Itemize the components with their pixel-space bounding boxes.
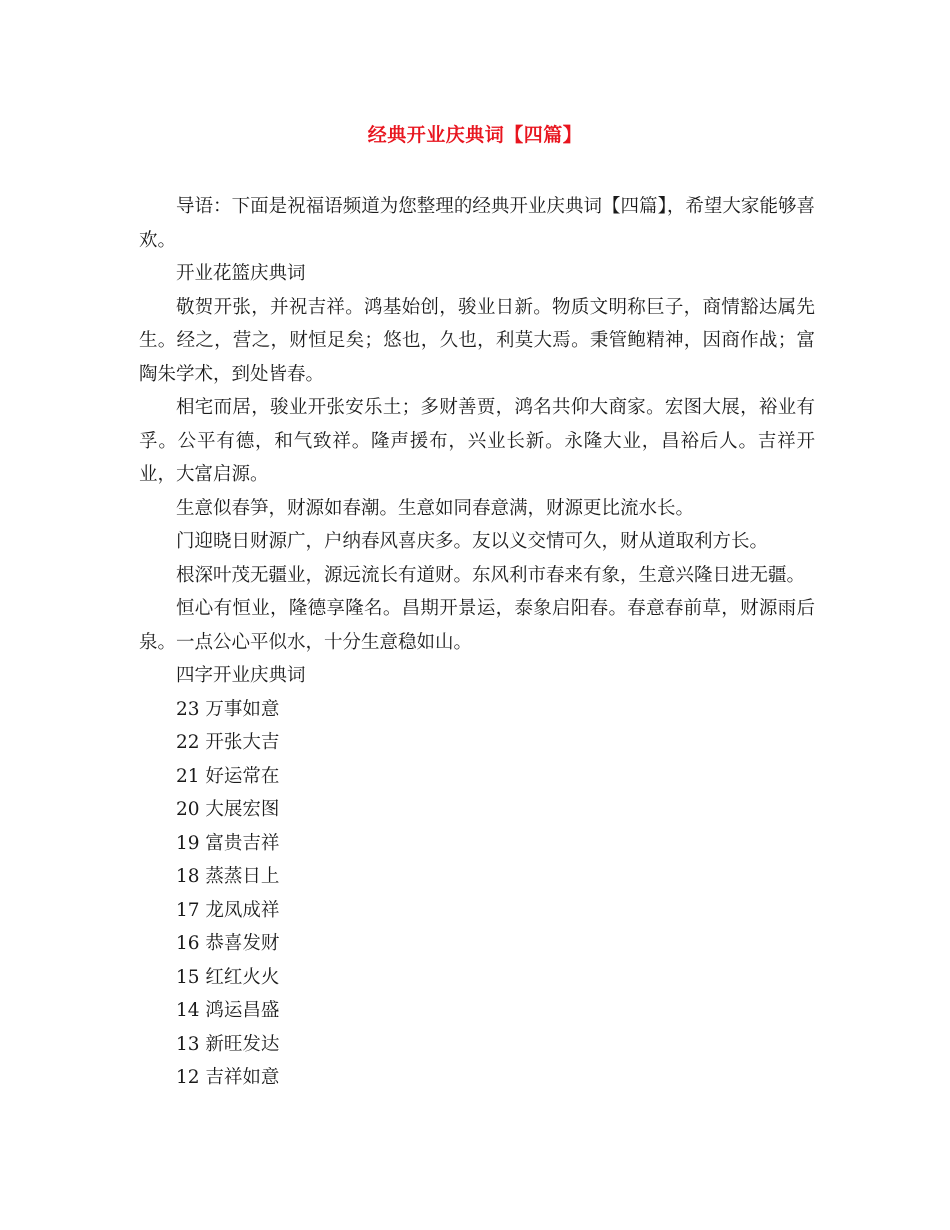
list-item: 21 好运常在 [176, 765, 280, 787]
document-body [139, 190, 815, 1095]
list-item: 19 富贵吉祥 [176, 832, 280, 854]
list-item: 20 大展宏图 [176, 799, 280, 820]
body-paragraph: 门迎晓日财源广，户纳春风喜庆多。友以义交情可久，财从道取利方长。 [176, 531, 769, 552]
body-paragraph: 相宅而居，骏业开张安乐土；多财善贾，鸿名共仰大商家。宏图大展，裕业有孚。公平有德，和气致祥。隆声援布，兴业长新。永隆大业，昌裕后人。吉祥开业，大富启源。 [139, 397, 815, 485]
list-item: 23 万事如意 [176, 698, 280, 720]
section-heading-flower-basket: 开业花篮庆典词 [176, 263, 306, 284]
section-heading-four-character: 四字开业庆典词 [176, 665, 306, 686]
body-paragraph: 恒心有恒业，隆德享隆名。昌期开景运，泰象启阳春。春意春前草，财源雨后泉。一点公心平似水，十分生意稳如山。 [139, 598, 815, 653]
intro-paragraph: 导语：下面是祝福语频道为您整理的经典开业庆典词【四篇】，希望大家能够喜欢。 [139, 196, 815, 251]
list-item: 17 龙凤成祥 [176, 899, 280, 921]
list-item: 14 鸿运昌盛 [176, 1000, 280, 1021]
list-item: 22 开张大吉 [176, 732, 280, 753]
body-paragraph: 根深叶茂无疆业，源远流长有道财。东风利市春来有象，生意兴隆日进无疆。 [176, 564, 806, 586]
document-title: 经典开业庆典词【四篇】 [367, 124, 583, 146]
body-paragraph: 敬贺开张，并祝吉祥。鸿基始创，骏业日新。物质文明称巨子，商情豁达属先生。经之，营之，财恒足矣；悠也，久也，利莫大焉。秉管鲍精神，因商作战；富陶朱学术，到处皆春。 [139, 296, 815, 385]
list-item: 12 吉祥如意 [176, 1067, 280, 1088]
list-item: 15 红红火火 [176, 966, 280, 988]
list-item: 16 恭喜发财 [176, 933, 280, 954]
list-item: 18 蒸蒸日上 [176, 866, 280, 887]
list-item: 13 新旺发达 [176, 1033, 280, 1055]
body-paragraph: 生意似春笋，财源如春潮。生意如同春意满，财源更比流水长。 [176, 497, 695, 519]
